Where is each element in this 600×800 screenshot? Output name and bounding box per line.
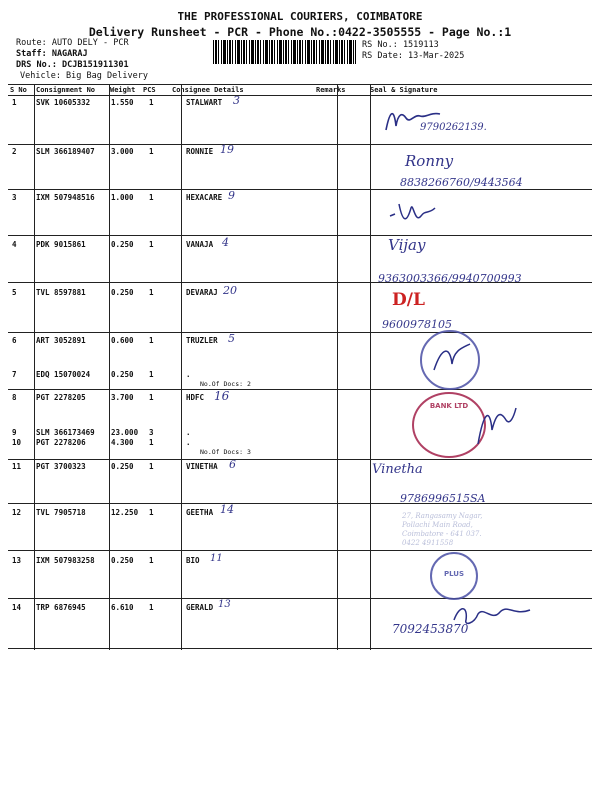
row-consignee: HEXACARE	[186, 193, 223, 202]
handwritten-name: Vinetha	[372, 462, 423, 477]
row-sno: 5	[12, 288, 17, 297]
row-weight: 6.610	[111, 603, 134, 612]
row-consignee: .	[186, 370, 191, 379]
col-pcs: PCS	[143, 86, 156, 94]
handwritten-phone: 8838266760/9443564	[400, 176, 523, 189]
row-sno: 2	[12, 147, 17, 156]
rs-date: RS Date: 13-Mar-2025	[362, 51, 465, 61]
signature-row-3	[385, 196, 445, 230]
row-pcs: 1	[149, 438, 154, 447]
barcode	[213, 40, 356, 64]
handwritten-phone: 9786996515SA	[400, 492, 486, 505]
row-weight: 0.600	[111, 336, 134, 345]
row-consignment: ART 3052891	[36, 336, 86, 345]
handwritten-phone: 9790262139.	[420, 122, 487, 133]
row-consignee: GERALD	[186, 603, 214, 612]
row-sno: 14	[12, 603, 22, 612]
row-consignee: TRUZLER	[186, 336, 218, 345]
row-weight: 3.000	[111, 147, 134, 156]
col-divider	[337, 85, 338, 650]
row-sno: 4	[12, 240, 17, 249]
col-divider	[109, 85, 110, 650]
row-rule	[8, 389, 592, 390]
staff-label: Staff: NAGARAJ	[16, 49, 88, 59]
row-pcs: 1	[149, 240, 154, 249]
col-remarks: Remarks	[316, 86, 346, 94]
col-divider	[370, 85, 371, 650]
row-weight: 4.300	[111, 438, 134, 447]
row-consignment: PGT 2278205	[36, 393, 86, 402]
row-handwritten-mark: 9	[228, 189, 235, 202]
handwritten-phone: 9600978105	[382, 318, 452, 331]
bank-seal-text: BANK LTD	[429, 402, 469, 410]
row-sno: 10	[12, 438, 22, 447]
row-weight: 0.250	[111, 288, 134, 297]
row-weight: 23.000	[111, 428, 139, 437]
row-consignee: HDFC	[186, 393, 205, 402]
row-rule	[8, 598, 592, 599]
faint-stamp-line: 0422 4911558	[402, 539, 454, 547]
row-handwritten-mark: 4	[222, 236, 229, 249]
row-consignment: SLM 366189407	[36, 147, 95, 156]
faint-stamp-line: Pollachi Main Road,	[402, 521, 473, 529]
row-weight: 1.550	[111, 98, 134, 107]
row-docs-count: No.Of Docs: 3	[200, 448, 251, 456]
row-sno: 13	[12, 556, 22, 565]
row-handwritten-mark: 16	[214, 389, 230, 403]
row-weight: 1.000	[111, 193, 134, 202]
table-header-rule	[8, 95, 592, 96]
row-weight: 12.250	[111, 508, 139, 517]
row-pcs: 1	[149, 462, 154, 471]
row-consignee: GEETHA	[186, 508, 214, 517]
row-consignment: IXM 507948516	[36, 193, 95, 202]
row-consignee: .	[186, 438, 191, 447]
route-label: Route: AUTO DELY - PCR	[16, 38, 129, 48]
row-handwritten-mark: 13	[218, 599, 231, 610]
faint-address-stamp	[402, 512, 482, 548]
row-consignment: SLM 366173469	[36, 428, 95, 437]
plus-seal-stamp	[430, 552, 478, 600]
row-rule	[8, 550, 592, 551]
row-weight: 0.250	[111, 462, 134, 471]
row-pcs: 1	[149, 370, 154, 379]
col-sno: S No	[10, 86, 27, 94]
row-consignee: VINETHA	[186, 462, 218, 471]
row-consignment: SVK 10605332	[36, 98, 91, 107]
handwritten-name: Ronny	[405, 152, 454, 170]
col-seal-signature: Seal & Signature	[370, 86, 438, 94]
col-divider	[181, 85, 182, 650]
row-consignment: EDQ 15070024	[36, 370, 91, 379]
row-consignee: RONNIE	[186, 147, 214, 156]
rs-number: RS No.: 1519113	[362, 40, 439, 50]
row-pcs: 1	[149, 556, 154, 565]
row-pcs: 1	[149, 603, 154, 612]
drs-number: DRS No.: DCJB151911301	[16, 60, 129, 70]
col-weight: Weight	[110, 86, 136, 94]
row-rule	[8, 235, 592, 236]
row-pcs: 3	[149, 428, 154, 437]
row-docs-count: No.Of Docs: 2	[200, 380, 251, 388]
row-consignment: IXM 507983258	[36, 556, 95, 565]
row-consignee: STALWART	[186, 98, 223, 107]
row-sno: 12	[12, 508, 22, 517]
row-pcs: 1	[149, 193, 154, 202]
col-consignee: Consignee Details	[172, 86, 244, 94]
row-handwritten-mark: 5	[228, 332, 235, 345]
row-weight: 3.700	[111, 393, 134, 402]
handwritten-phone: 9363003366/9940700993	[378, 272, 522, 285]
faint-stamp-line: 27, Rangasamy Nagar,	[402, 512, 483, 520]
row-rule	[8, 144, 592, 145]
handwritten-phone: 7092453870	[392, 622, 469, 636]
row-consignee: DEVARAJ	[186, 288, 218, 297]
row-handwritten-mark: 19	[220, 143, 234, 156]
row-consignment: TVL 7905718	[36, 508, 86, 517]
company-title: THE PROFESSIONAL COURIERS, COIMBATORE	[177, 10, 423, 23]
row-consignment: TVL 8597881	[36, 288, 86, 297]
row-pcs: 1	[149, 288, 154, 297]
row-sno: 7	[12, 370, 17, 379]
row-pcs: 1	[149, 393, 154, 402]
row-consignee: .	[186, 428, 191, 437]
row-sno: 11	[12, 462, 22, 471]
row-weight: 0.250	[111, 370, 134, 379]
row-rule	[8, 332, 592, 333]
row-handwritten-mark: 3	[233, 94, 240, 107]
plus-seal-text: PLUS	[443, 570, 465, 578]
signature-row-1	[380, 100, 450, 140]
signature-row-8	[470, 400, 520, 450]
runsheet-subtitle: Delivery Runsheet - PCR - Phone No.:0422-3505555 - Page No.:1	[88, 25, 512, 39]
row-sno: 9	[12, 428, 17, 437]
row-weight: 0.250	[111, 556, 134, 565]
row-handwritten-mark: 14	[220, 503, 234, 516]
row-consignment: PDK 9015861	[36, 240, 86, 249]
row-consignee: BIO	[186, 556, 200, 565]
signature-row-6	[430, 340, 476, 376]
row-sno: 3	[12, 193, 17, 202]
handwritten-name: Vijay	[388, 236, 426, 254]
row-handwritten-mark: 11	[210, 553, 223, 564]
vehicle-label: Vehicle: Big Bag Delivery	[20, 71, 148, 81]
row-handwritten-mark: 6	[229, 458, 236, 471]
row-rule	[8, 503, 592, 504]
col-divider	[34, 85, 35, 650]
row-handwritten-mark: 20	[223, 284, 237, 297]
table-top-rule	[8, 84, 592, 85]
row-sno: 1	[12, 98, 17, 107]
faint-stamp-line: Coimbatore - 641 037.	[402, 530, 482, 538]
row-pcs: 1	[149, 98, 154, 107]
row-pcs: 1	[149, 336, 154, 345]
row-consignment: TRP 6876945	[36, 603, 86, 612]
table-bottom-rule	[8, 648, 592, 649]
handwritten-delivered-mark: D/L	[392, 290, 425, 310]
row-pcs: 1	[149, 147, 154, 156]
row-sno: 6	[12, 336, 17, 345]
col-consignment: Consignment No	[36, 86, 96, 94]
row-rule	[8, 459, 592, 460]
row-consignment: PGT 2278206	[36, 438, 86, 447]
row-rule	[8, 189, 592, 190]
row-pcs: 1	[149, 508, 154, 517]
row-consignment: PGT 3700323	[36, 462, 86, 471]
row-weight: 0.250	[111, 240, 134, 249]
row-sno: 8	[12, 393, 17, 402]
row-consignee: VANAJA	[186, 240, 214, 249]
